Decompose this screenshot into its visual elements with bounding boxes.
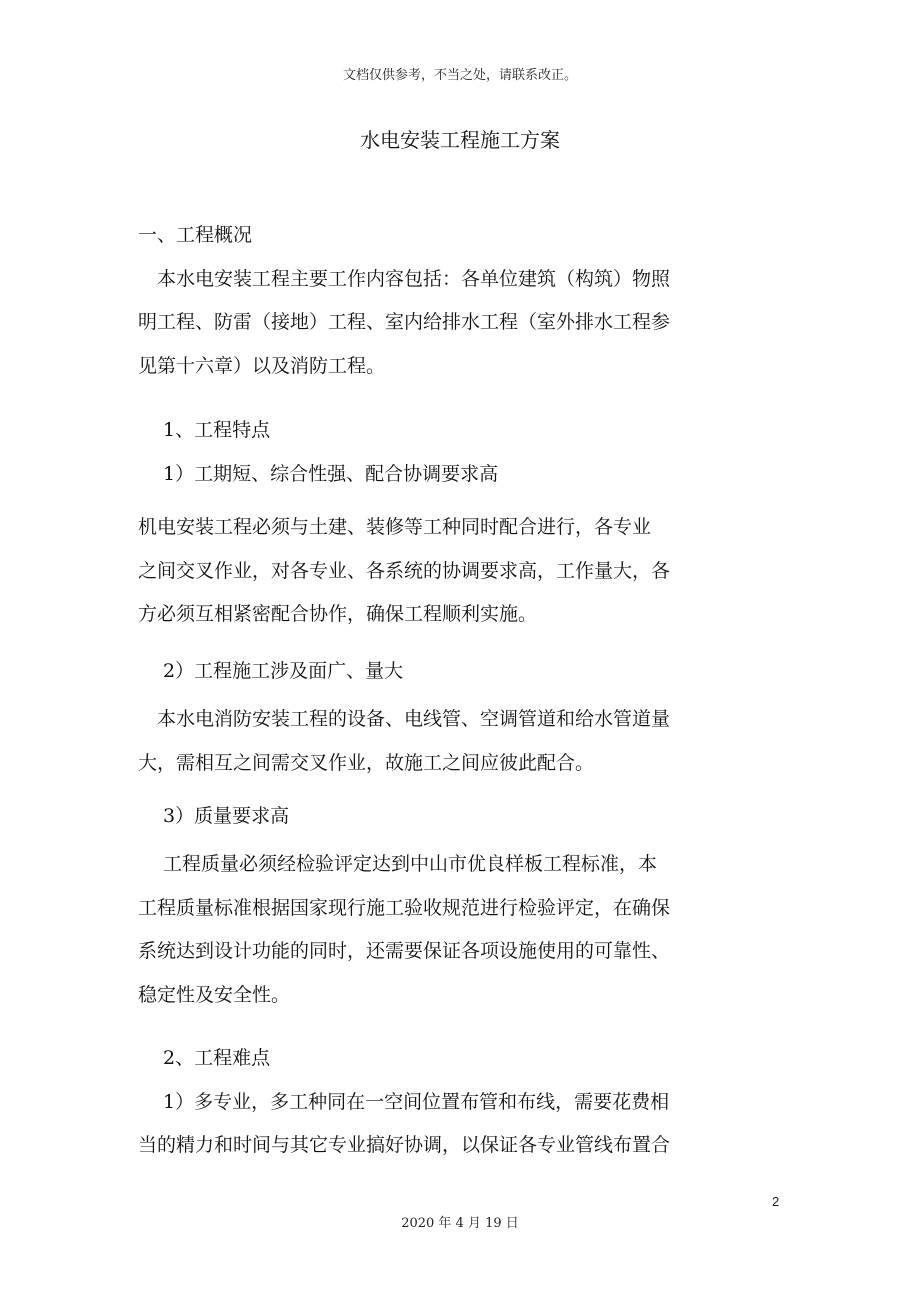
item-heading: 2）工程施工涉及面广、量大 xyxy=(138,660,404,682)
paragraph-line: 大，需相互之间需交叉作业，故施工之间应彼此配合。 xyxy=(138,751,595,774)
page-number: 2 xyxy=(772,1194,780,1209)
paragraph-line: 当的精力和时间与其它专业搞好协调，以保证各专业管线布置合 xyxy=(138,1134,671,1156)
footer-date: 2020 年 4 月 19 日 xyxy=(401,1216,519,1231)
paragraph-line: 方必须互相紧密配合协作，确保工程顺利实施。 xyxy=(138,603,538,625)
body-text-section-2 xyxy=(138,506,738,637)
paragraph-line: 之间交叉作业，对各专业、各系统的协调要求高，工作量大，各 xyxy=(138,559,671,582)
body-text-section-1 xyxy=(138,409,738,496)
body-text-section-6 xyxy=(138,843,738,1017)
paragraph-line: 工程质量标准根据国家现行施工验收规范进行检验评定，在确保 xyxy=(138,896,671,919)
body-text-section-5 xyxy=(138,795,738,839)
body-text-section-4 xyxy=(138,698,738,785)
paragraph-line: 稳定性及安全性。 xyxy=(138,983,291,1006)
paragraph-line: 本水电消防安装工程的设备、电线管、空调管道和给水管道量 xyxy=(138,708,671,730)
paragraph-line: 明工程、防雷（接地）工程、室内给排水工程（室外排水工程参 xyxy=(138,311,671,333)
item-heading: 1）工期短、综合性强、配合协调要求高 xyxy=(138,462,499,485)
header-note: 文档仅供参考，不当之处，请联系改正。 xyxy=(342,68,577,83)
body-text-section-7 xyxy=(138,1037,738,1168)
body-text xyxy=(138,214,738,388)
paragraph-line: 工程质量必须经检验评定达到中山市优良样板工程标准，本 xyxy=(138,853,658,875)
subheading-features: 1、工程特点 xyxy=(138,419,271,441)
body-text-section-3 xyxy=(138,650,738,694)
paragraph-line: 机电安装工程必须与土建、装修等工种同时配合进行，各专业 xyxy=(138,516,652,538)
document-title: 水电安装工程施工方案 xyxy=(360,128,560,152)
subheading-difficulties: 2、工程难点 xyxy=(138,1047,271,1069)
paragraph-line: 系统达到设计功能的同时，还需要保证各项设施使用的可靠性、 xyxy=(138,940,671,962)
section-heading-overview: 一、工程概况 xyxy=(138,224,253,246)
item-heading: 3）质量要求高 xyxy=(138,805,290,827)
paragraph-line: 本水电安装工程主要工作内容包括：各单位建筑（构筑）物照 xyxy=(138,267,671,290)
paragraph-line: 见第十六章）以及消防工程。 xyxy=(138,354,386,377)
paragraph-line: 1）多专业，多工种同在一空间位置布管和布线，需要花费相 xyxy=(138,1090,670,1113)
